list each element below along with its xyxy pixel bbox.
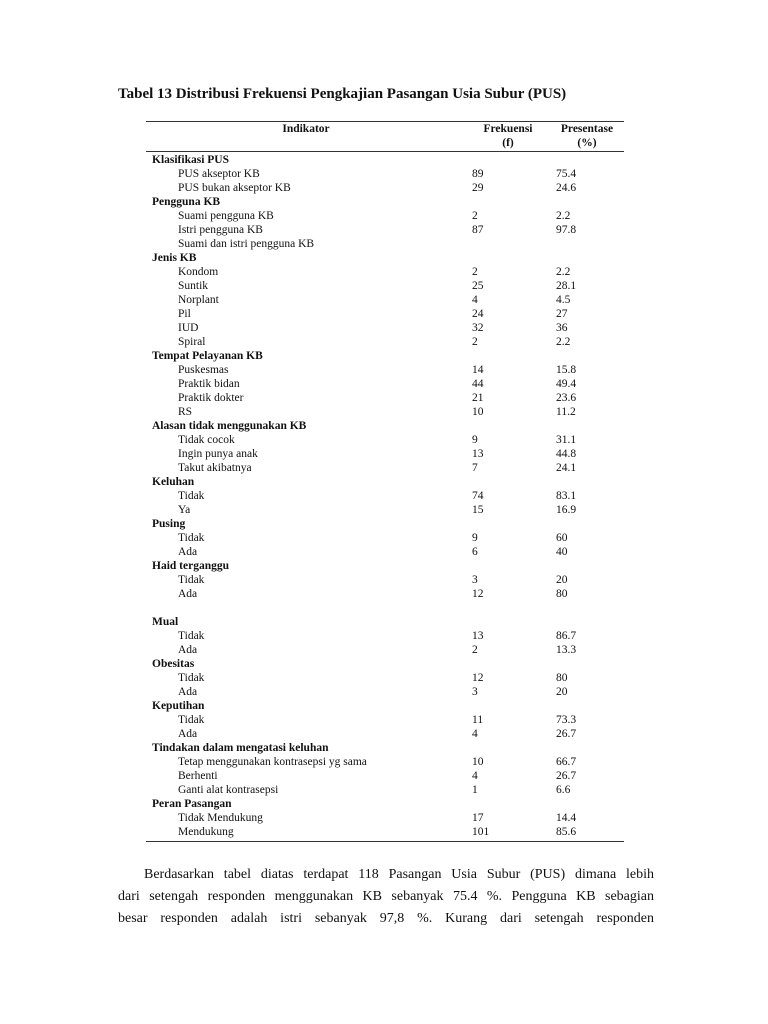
table-row: [146, 643, 624, 657]
table-row: [146, 461, 624, 475]
paragraph-line-1: Berdasarkan tabel diatas terdapat 118 Pasangan Usia Subur (PUS) dimana lebih: [144, 867, 654, 882]
table-row: [146, 811, 624, 825]
frequency-value: 12: [472, 588, 484, 600]
percentage-value: 20: [556, 686, 568, 698]
percentage-value: 24.1: [556, 462, 577, 474]
table-row: [146, 433, 624, 447]
category-row: [146, 699, 624, 713]
paragraph-line-2: dari setengah responden menggunakan KB sebanyak 75.4 %. Pengguna KB sebagian: [118, 889, 654, 904]
table-row: [146, 279, 624, 293]
percentage-value: 36: [556, 322, 568, 334]
indicator-label: Pil: [178, 308, 191, 320]
indicator-label: PUS akseptor KB: [178, 168, 260, 180]
category-row: [146, 559, 624, 573]
indicator-label: Ada: [178, 546, 198, 558]
category-label: Keluhan: [152, 476, 195, 488]
category-label: Alasan tidak menggunakan KB: [152, 420, 307, 432]
frequency-value: 24: [472, 308, 484, 320]
table-row: [146, 363, 624, 377]
percentage-value: 23.6: [556, 392, 577, 404]
table-row: [146, 447, 624, 461]
table-row: [146, 755, 624, 769]
frequency-value: 10: [472, 756, 484, 768]
header-frekuensi: [472, 122, 544, 150]
indicator-label: Ingin punya anak: [178, 448, 258, 460]
indicator-label: IUD: [178, 322, 199, 334]
table-row: [146, 671, 624, 685]
indicator-label: Tetap menggunakan kontrasepsi yg sama: [178, 756, 367, 768]
table-row: [146, 545, 624, 559]
category-row: [146, 349, 624, 363]
indicator-label: Praktik bidan: [178, 378, 240, 390]
frequency-value: 15: [472, 504, 484, 516]
percentage-value: 26.7: [556, 728, 577, 740]
percentage-value: 16.9: [556, 504, 577, 516]
category-label: Tindakan dalam mengatasi keluhan: [152, 742, 329, 754]
indicator-label: PUS bukan akseptor KB: [178, 182, 291, 194]
category-row: [146, 797, 624, 811]
percentage-value: 80: [556, 588, 568, 600]
indicator-label: Tidak: [178, 574, 205, 586]
indicator-label: Suntik: [178, 280, 209, 292]
table-row: [146, 223, 624, 237]
header-presentase-line1: Presentase: [560, 123, 614, 135]
frequency-value: 1: [472, 784, 478, 796]
percentage-value: 2.2: [556, 210, 571, 222]
category-label: Tempat Pelayanan KB: [152, 350, 263, 362]
percentage-value: 66.7: [556, 756, 577, 768]
frequency-value: 2: [472, 210, 478, 222]
percentage-value: 97.8: [556, 224, 577, 236]
percentage-value: 14.4: [556, 812, 577, 824]
table-row: [146, 293, 624, 307]
indicator-label: Kondom: [178, 266, 219, 278]
table-row: [146, 727, 624, 741]
header-frekuensi-line1: Frekuensi: [483, 123, 533, 135]
percentage-value: 86.7: [556, 630, 577, 642]
frequency-value: 6: [472, 546, 478, 558]
percentage-value: 40: [556, 546, 568, 558]
indicator-label: Takut akibatnya: [178, 462, 252, 474]
category-row: [146, 195, 624, 209]
indicator-label: Istri pengguna KB: [178, 224, 263, 236]
percentage-value: 44.8: [556, 448, 577, 460]
header-presentase: [550, 122, 624, 150]
indicator-label: Tidak: [178, 630, 205, 642]
percentage-value: 13.3: [556, 644, 577, 656]
category-row: [146, 517, 624, 531]
table-row: [146, 209, 624, 223]
category-label: Jenis KB: [152, 252, 197, 264]
percentage-value: 26.7: [556, 770, 577, 782]
frequency-value: 21: [472, 392, 484, 404]
indicator-label: Berhenti: [178, 770, 218, 782]
frequency-value: 3: [472, 686, 478, 698]
percentage-value: 6.6: [556, 784, 571, 796]
frequency-value: 32: [472, 322, 484, 334]
frequency-table: [146, 121, 624, 842]
header-frekuensi-line2: (f): [502, 137, 514, 149]
indicator-label: Ada: [178, 728, 198, 740]
table-row: [146, 265, 624, 279]
frequency-value: 9: [472, 434, 478, 446]
frequency-value: 89: [472, 168, 484, 180]
frequency-value: 2: [472, 336, 478, 348]
percentage-value: 28.1: [556, 280, 577, 292]
category-label: Pusing: [152, 518, 186, 530]
paragraph-line-3: besar responden adalah istri sebanyak 97,8 %. Kurang dari setengah responden: [118, 911, 654, 926]
category-label: Klasifikasi PUS: [152, 154, 230, 166]
table-row: [146, 573, 624, 587]
indicator-label: Tidak: [178, 532, 205, 544]
percentage-value: 73.3: [556, 714, 577, 726]
table-header: [146, 122, 624, 152]
category-row: [146, 153, 624, 167]
percentage-value: 31.1: [556, 434, 577, 446]
percentage-value: 20: [556, 574, 568, 586]
indicator-label: Ya: [178, 504, 191, 516]
table-row: [146, 237, 624, 251]
category-row: [146, 741, 624, 755]
table-row: [146, 391, 624, 405]
table-row: [146, 769, 624, 783]
percentage-value: 15.8: [556, 364, 577, 376]
table-row: [146, 587, 624, 601]
indicator-label: Ganti alat kontrasepsi: [178, 784, 279, 796]
indicator-label: Spiral: [178, 336, 206, 348]
table-row: [146, 503, 624, 517]
category-label: Keputihan: [152, 700, 205, 712]
indicator-label: Puskesmas: [178, 364, 229, 376]
frequency-value: 4: [472, 294, 478, 306]
percentage-value: 80: [556, 672, 568, 684]
table-row: [146, 685, 624, 699]
percentage-value: 11.2: [556, 406, 576, 418]
table-row: [146, 783, 624, 797]
frequency-value: 87: [472, 224, 484, 236]
indicator-label: Praktik dokter: [178, 392, 244, 404]
table-row: [146, 531, 624, 545]
body-paragraph: [118, 864, 654, 930]
category-label: Peran Pasangan: [152, 798, 232, 810]
indicator-label: Tidak: [178, 490, 205, 502]
table-title: Tabel 13 Distribusi Frekuensi Pengkajian Pasangan Usia Subur (PUS): [118, 86, 567, 102]
percentage-value: 27: [556, 308, 568, 320]
frequency-value: 12: [472, 672, 484, 684]
percentage-value: 2.2: [556, 266, 571, 278]
frequency-value: 4: [472, 770, 478, 782]
percentage-value: 49.4: [556, 378, 577, 390]
category-row: [146, 475, 624, 489]
table-row: [146, 377, 624, 391]
table-row: [146, 335, 624, 349]
frequency-value: 2: [472, 266, 478, 278]
table-body: [146, 152, 624, 841]
frequency-value: 4: [472, 728, 478, 740]
indicator-label: Suami pengguna KB: [178, 210, 274, 222]
frequency-value: 101: [472, 826, 490, 838]
frequency-value: 10: [472, 406, 484, 418]
category-row: [146, 615, 624, 629]
indicator-label: Tidak: [178, 714, 205, 726]
category-row: [146, 251, 624, 265]
table-row: [146, 167, 624, 181]
table-row: [146, 825, 624, 839]
category-label: Haid terganggu: [152, 560, 229, 572]
table-row: [146, 181, 624, 195]
frequency-value: 2: [472, 644, 478, 656]
table-row: [146, 713, 624, 727]
percentage-value: 24.6: [556, 182, 577, 194]
indicator-label: Tidak: [178, 672, 205, 684]
percentage-value: 75.4: [556, 168, 577, 180]
indicator-label: Tidak cocok: [178, 434, 235, 446]
frequency-value: 7: [472, 462, 478, 474]
percentage-value: 85.6: [556, 826, 577, 838]
frequency-value: 9: [472, 532, 478, 544]
indicator-label: Ada: [178, 644, 198, 656]
frequency-value: 11: [472, 714, 484, 726]
percentage-value: 83.1: [556, 490, 577, 502]
percentage-value: 2.2: [556, 336, 571, 348]
frequency-value: 25: [472, 280, 484, 292]
frequency-value: 29: [472, 182, 484, 194]
frequency-value: 44: [472, 378, 484, 390]
table-row: [146, 489, 624, 503]
frequency-value: 17: [472, 812, 484, 824]
indicator-label: Suami dan istri pengguna KB: [178, 238, 315, 250]
indicator-label: Ada: [178, 686, 198, 698]
header-presentase-line2: (%): [577, 137, 597, 149]
indicator-label: Mendukung: [178, 826, 234, 838]
indicator-label: Ada: [178, 588, 198, 600]
table-row: [146, 307, 624, 321]
category-row: [146, 657, 624, 671]
indicator-label: Tidak Mendukung: [178, 812, 263, 824]
frequency-value: 3: [472, 574, 478, 586]
frequency-value: 13: [472, 630, 484, 642]
percentage-value: 60: [556, 532, 568, 544]
indicator-label: Norplant: [178, 294, 219, 306]
category-label: Obesitas: [152, 658, 195, 670]
table-row: [146, 405, 624, 419]
frequency-value: 74: [472, 490, 484, 502]
table-row: [146, 321, 624, 335]
percentage-value: 4.5: [556, 294, 571, 306]
header-indikator: Indikator: [282, 123, 330, 135]
frequency-value: 13: [472, 448, 484, 460]
category-label: Pengguna KB: [152, 196, 221, 208]
category-label: Mual: [152, 616, 179, 628]
table-row: [146, 629, 624, 643]
indicator-label: RS: [178, 406, 193, 418]
frequency-value: 14: [472, 364, 484, 376]
category-row: [146, 419, 624, 433]
